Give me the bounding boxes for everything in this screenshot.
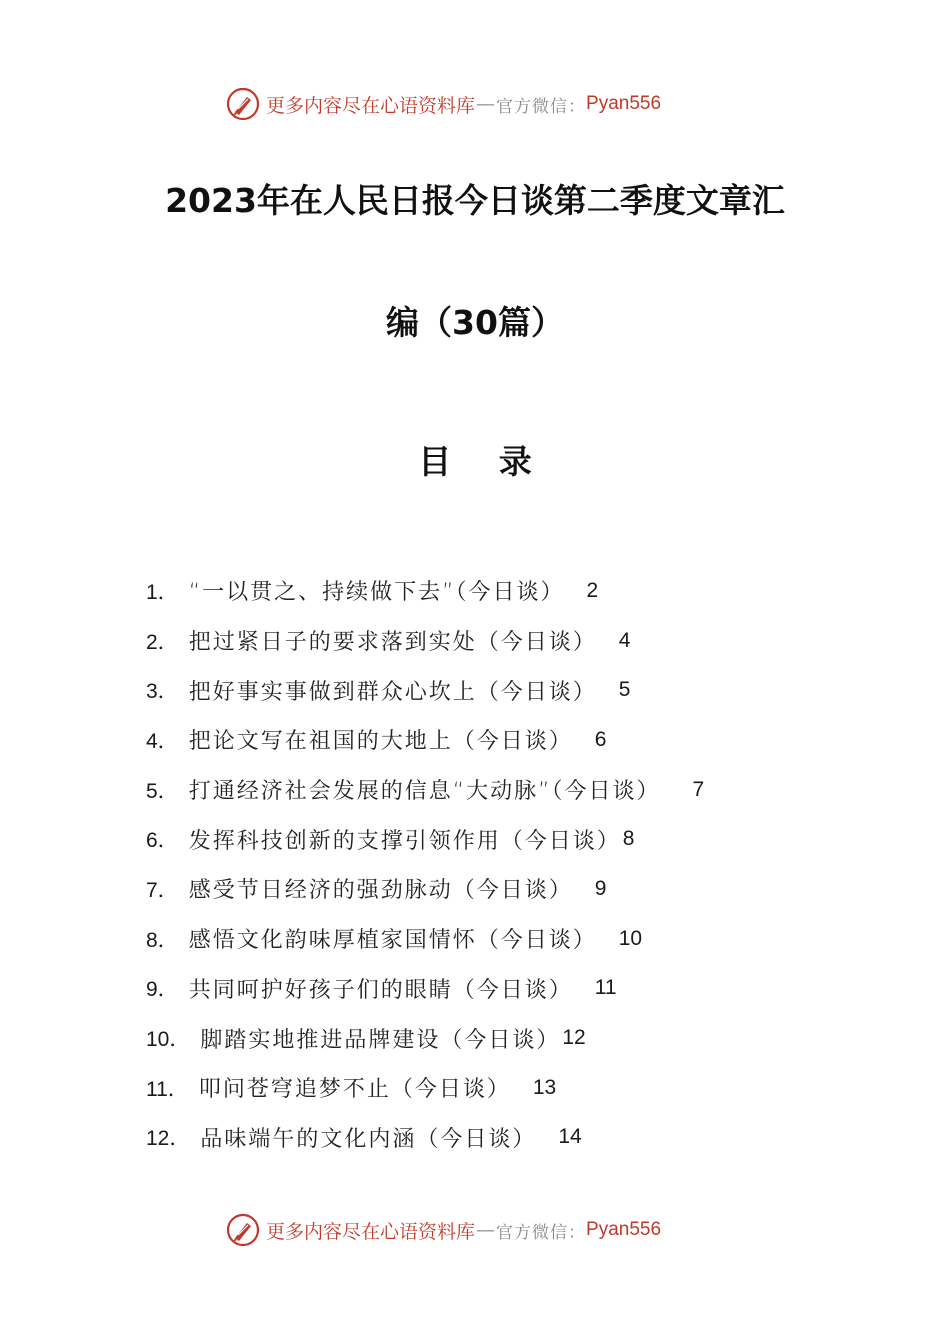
toc-item-page: 4 [618, 628, 631, 652]
toc-item[interactable] [146, 814, 866, 864]
toc-item-title: 感悟文化韵味厚植家国情怀（今日谈） [188, 928, 597, 954]
footer-watermark [226, 1210, 661, 1250]
watermark-official-label: 官方微信： [496, 1222, 587, 1243]
toc-item-title: 把过紧日子的要求落到实处（今日谈） [188, 630, 597, 656]
toc-item-title: “一以贯之、持续做下去”（今日谈） [188, 580, 565, 606]
watermark-official-label: 官方微信： [496, 96, 587, 117]
toc-item-page: 14 [558, 1125, 582, 1149]
toc-item-title: 发挥科技创新的支撑引领作用（今日谈） [188, 828, 621, 854]
toc-item-number: 1． [146, 580, 179, 604]
toc-item[interactable] [146, 665, 866, 715]
pen-nib-logo-icon [226, 87, 260, 121]
toc-item-title: 打通经济社会发展的信息“大动脉”（今日谈） [188, 779, 661, 805]
watermark-dash: — [476, 93, 496, 115]
toc-item-number: 10． [146, 1028, 191, 1052]
toc-item-page: 5 [618, 678, 631, 702]
toc-item-page: 11 [594, 976, 617, 1000]
watermark-wechat-id: Pyan556 [586, 93, 662, 114]
toc-item[interactable] [146, 566, 866, 616]
watermark-wechat-id: Pyan556 [586, 1219, 662, 1240]
toc-item-number: 3． [146, 680, 179, 704]
toc-item-number: 11． [146, 1077, 189, 1101]
toc-item-page: 13 [532, 1075, 557, 1099]
toc-item-page: 9 [594, 876, 607, 900]
toc-item-number: 2． [146, 630, 179, 654]
toc-item[interactable] [146, 1013, 866, 1063]
toc-item-number: 7． [146, 878, 179, 902]
toc-item-number: 12． [146, 1127, 191, 1151]
watermark-text: 更多内容尽在心语资料库 [266, 1220, 476, 1243]
document-title-line-1: 2023年在人民日报今日谈第二季度文章汇 [165, 181, 785, 220]
toc-item-page: 2 [586, 578, 599, 602]
toc-item[interactable] [146, 964, 866, 1014]
toc-item-number: 5． [146, 779, 179, 803]
watermark-text: 更多内容尽在心语资料库 [266, 94, 476, 117]
watermark-dash: — [476, 1219, 496, 1241]
toc-item-number: 9． [146, 978, 179, 1002]
toc-item-page: 7 [692, 777, 705, 801]
toc-item-page: 12 [562, 1026, 586, 1050]
toc-item[interactable] [146, 1113, 866, 1163]
toc-item[interactable] [146, 715, 866, 765]
toc-item[interactable] [146, 616, 866, 666]
toc-item-title: 脚踏实地推进品牌建设（今日谈） [200, 1027, 561, 1053]
table-of-contents [146, 566, 866, 1162]
toc-item-title: 感受节日经济的强劲脉动（今日谈） [188, 878, 573, 904]
toc-item-title: 把好事实事做到群众心坎上（今日谈） [188, 679, 597, 705]
toc-item-title: 把论文写在祖国的大地上（今日谈） [188, 729, 573, 755]
toc-item-page: 10 [618, 926, 643, 950]
toc-item-title: 品味端午的文化内涵（今日谈） [200, 1126, 537, 1152]
toc-item-number: 8． [146, 928, 179, 952]
toc-item[interactable] [146, 914, 866, 964]
document-title-line-2: 编（30篇） [386, 303, 564, 342]
toc-item-number: 6． [146, 829, 179, 853]
toc-item-title: 共同呵护好孩子们的眼睛（今日谈） [188, 977, 573, 1003]
pen-nib-logo-icon [226, 1213, 260, 1247]
toc-item-page: 8 [622, 827, 635, 851]
toc-item[interactable] [146, 1063, 866, 1113]
toc-item-number: 4． [146, 729, 179, 753]
toc-item-title: 叩问苍穹追梦不止（今日谈） [198, 1077, 511, 1103]
toc-item[interactable] [146, 864, 866, 914]
toc-heading: 目 录 [418, 442, 550, 481]
toc-item-page: 6 [594, 727, 607, 751]
toc-item[interactable] [146, 765, 866, 815]
header-watermark [226, 84, 661, 124]
